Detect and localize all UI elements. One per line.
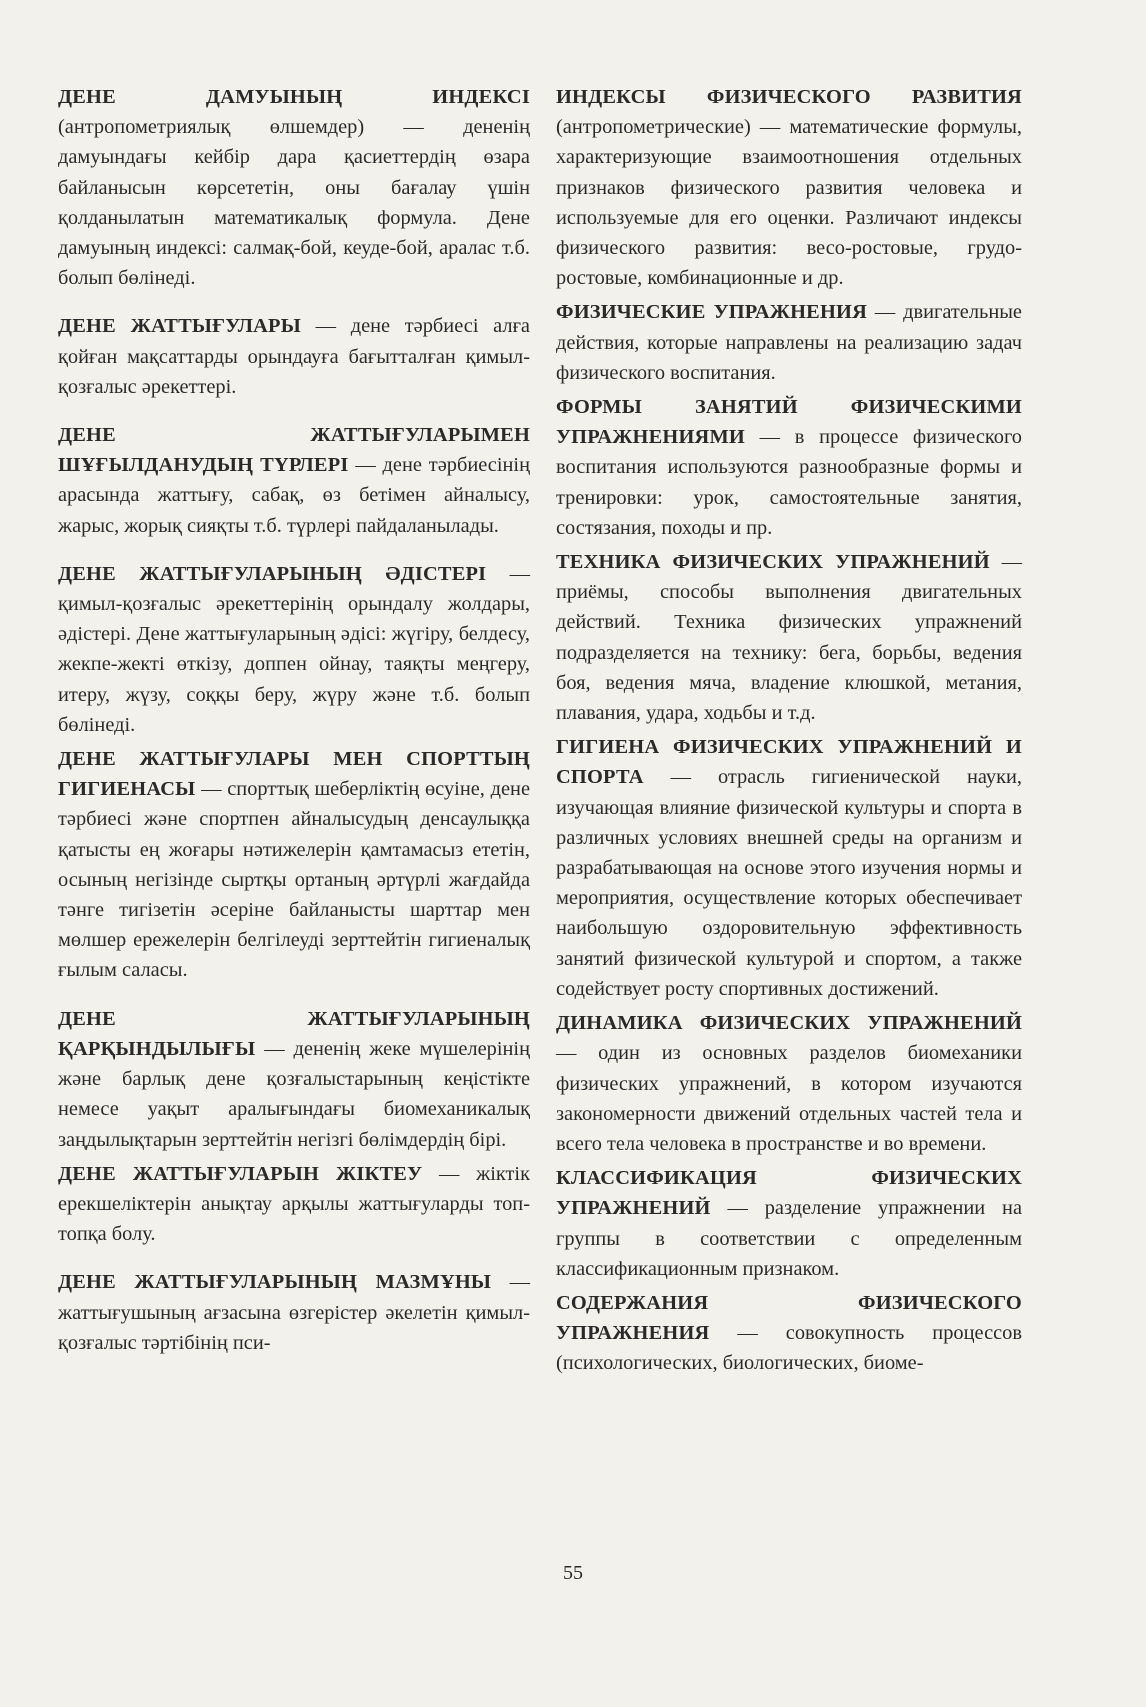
entry-definition: — один из основных разделов биомеханики физических упражнений, в котором изучаются закономерности движений отдельных частей тела и всего тела человека в пространстве и во времени. — [556, 1042, 1022, 1155]
entry-term: ДЕНЕ ЖАТТЫҒУЛАРЫМЕН ШҰҒЫЛДАНУДЫҢ ТҮРЛЕРІ — [58, 424, 530, 477]
entry-term: ДЕНЕ ЖАТТЫҒУЛАРЫ — [58, 315, 301, 338]
entry-term: СОДЕРЖАНИЯ ФИЗИЧЕСКОГО УПРАЖНЕНИЯ — [556, 1291, 1022, 1345]
entry-definition: — совокупность процессов (психологических, биологических, биоме- — [556, 1322, 1022, 1375]
entry-term: ФОРМЫ ЗАНЯТИЙ ФИЗИЧЕСКИМИ УПРАЖНЕНИЯМИ — [556, 396, 1022, 449]
glossary-entry — [556, 1008, 1022, 1159]
glossary-entry — [556, 1288, 1022, 1379]
glossary-entry — [58, 82, 530, 293]
entry-definition: — қимыл-қозғалыс әрекеттерінің орындалу жолдары, әдістері. Дене жаттығуларының әдісі: жүгіру, белдесу, жекпе-жекті өткізу, доппен ойнау, таяқты меңгеру, итеру, жүзу, соққы беру, жүру және т.б. болып бөлінеді. — [58, 562, 530, 736]
entry-term: ДИНАМИКА ФИЗИЧЕСКИХ УПРАЖНЕНИЙ — [556, 1012, 1022, 1035]
entry-term: КЛАССИФИКАЦИЯ ФИЗИЧЕСКИХ УПРАЖНЕНИЙ — [556, 1167, 1022, 1220]
entry-term: ДЕНЕ ЖАТТЫҒУЛАРЫНЫҢ ӘДІСТЕРІ — [58, 562, 487, 585]
glossary-entry — [58, 1267, 530, 1358]
entry-definition: — дене тәрбиесі алға қойған мақсаттарды орындауға бағытталған қимыл-қозғалыс әрекеттері. — [58, 315, 530, 398]
entry-term: ДЕНЕ ЖАТТЫҒУЛАРЫ МЕН СПОРТТЫҢ ГИГИЕНАСЫ — [58, 748, 530, 801]
glossary-entry — [58, 1004, 530, 1155]
entry-definition: — жаттығушының ағзасына өзгерістер әкелетін қимыл-қозғалыс тәртібінің пси- — [58, 1271, 530, 1354]
entry-definition: — в процессе физического воспитания используются разнообразные формы и тренировки: урок, самостоятельные занятия, состязания, походы и пр. — [556, 426, 1022, 539]
entry-term: ФИЗИЧЕСКИЕ УПРАЖНЕНИЯ — [556, 301, 868, 324]
entry-term: ДЕНЕ ДАМУЫНЫҢ ИНДЕКСІ — [58, 86, 530, 108]
entry-definition: — дененің жеке мүшелерінің және барлық дене қозғалыстарының кеңістікте немесе уақыт аралығындағы биомеханикалық заңдылықтарын зерттейтін негізгі бөлімдердің бірі. — [58, 1037, 530, 1151]
glossary-entry — [556, 732, 1022, 1004]
glossary-entry — [556, 392, 1022, 543]
left-column — [58, 82, 530, 1376]
glossary-entry — [58, 1159, 530, 1250]
entry-definition: — спорттық шеберліктің өсуіне, дене тәрбиесі және спортпен айналысудың денсаулыққа қатысты ең жоғары нәтижелерін қамтамасыз ететін, осының негізінде сыртқы ортаның әртүрлі жағдайда тәнге тигізетін әсеріне байланысты шарттар мен мөлшер ережелерін белгілеуді зерттейтін гигиеналық ғылым саласы. — [58, 778, 530, 982]
entry-definition: — двигательные действия, которые направлены на реализацию задач физического воспитания. — [556, 301, 1022, 384]
glossary-entry — [58, 744, 530, 986]
entry-term: ТЕХНИКА ФИЗИЧЕСКИХ УПРАЖНЕНИЙ — [556, 551, 990, 574]
entry-term: ДЕНЕ ЖАТТЫҒУЛАРЫНЫҢ ҚАРҚЫНДЫЛЫҒЫ — [58, 1007, 530, 1060]
glossary-entry — [556, 547, 1022, 728]
entry-term: ДЕНЕ ЖАТТЫҒУЛАРЫНЫҢ МАЗМҰНЫ — [58, 1271, 492, 1294]
glossary-entry — [58, 420, 530, 541]
glossary-entry — [556, 297, 1022, 388]
glossary-entry — [58, 311, 530, 402]
entry-definition: — отрасль гигиенической науки, изучающая влияние физической культуры и спорта в различных условиях внешней среды на организм и разрабатывающая на основе этого изучения нормы и мероприятия, осуществление которых обеспечивает наибольшую оздоровительную эффективность занятий физической культурой и спортом, а также содействует росту спортивных достижений. — [556, 766, 1022, 1000]
entry-term: ГИГИЕНА ФИЗИЧЕСКИХ УПРАЖНЕНИЙ И СПОРТА — [556, 736, 1022, 789]
glossary-entry — [58, 559, 530, 740]
entry-definition: — разделение упражнении на группы в соответствии с определенным классификационным признаком. — [556, 1197, 1022, 1280]
entry-term: ИНДЕКСЫ ФИЗИЧЕСКОГО РАЗВИТИЯ — [556, 86, 1022, 108]
glossary-entry — [556, 82, 1022, 293]
right-column — [556, 82, 1022, 1397]
entry-definition: — дене тәрбиесінің арасында жаттығу, сабақ, өз бетімен айналысу, жарыс, жорық сияқты т.б. түрлері пайдаланылады. — [58, 454, 530, 537]
entry-definition: — жіктік ерекшеліктерін анықтау арқылы жаттығуларды топ-топқа болу. — [58, 1162, 530, 1246]
glossary-entry — [556, 1163, 1022, 1284]
entry-term: ДЕНЕ ЖАТТЫҒУЛАРЫН ЖІКТЕУ — [58, 1162, 423, 1185]
entry-definition: (антропометрические) — математические формулы, характеризующие взаимоотношения отдельных признаков физического развития человека и используемые для его оценки. Различают индексы физического развития: весо-ростовые, грудо-ростовые, комбинационные и др. — [556, 116, 1022, 290]
entry-definition: (антропометриялық өлшемдер) — дененің дамуындағы кейбір дара қасиеттердің өзара байланысын көрсететін, оны бағалау үшін қолданылатын математикалық формула. Дене дамуының индексі: салмақ-бой, кеуде-бой, аралас т.б. болып бөлінеді. — [58, 116, 530, 290]
page-number: 55 — [563, 1562, 583, 1584]
entry-definition: — приёмы, способы выполнения двигательных действий. Техника физических упражнений подразделяется на технику: бега, борьбы, ведения боя, ведения мяча, владение клюшкой, метания, плавания, удара, ходьбы и т.д. — [556, 551, 1022, 725]
